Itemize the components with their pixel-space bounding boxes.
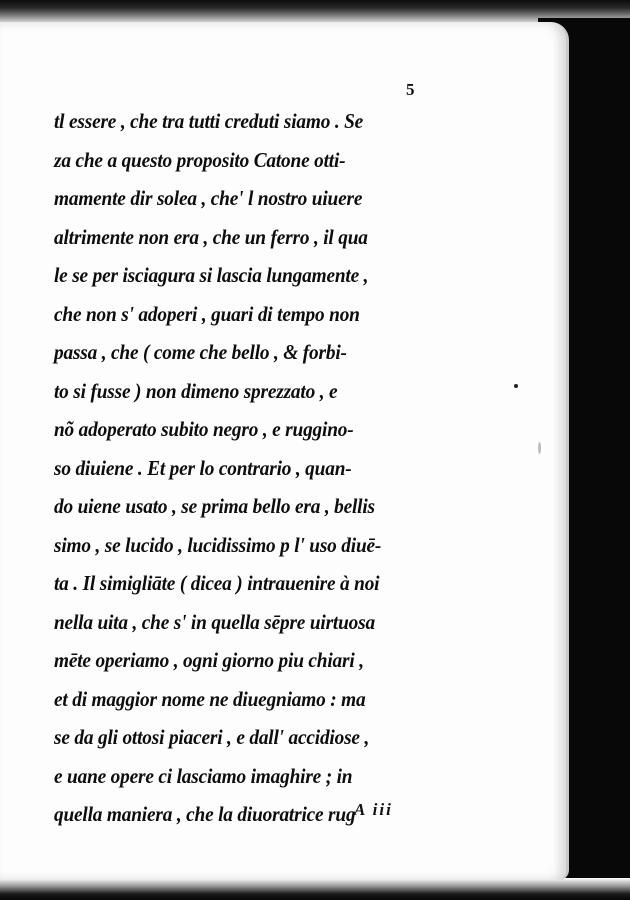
scan-bottom-edge [0, 878, 630, 900]
text-line: za che a questo proposito Catone otti- [54, 147, 346, 172]
text-line: nella uita , che s' in quella sēpre uirtuosa [54, 609, 375, 634]
book-page [0, 22, 569, 880]
text-line: che non s' adoperi , guari di tempo non [54, 301, 360, 326]
text-line: nõ adoperato subito negro , e ruggino- [54, 417, 354, 441]
text-line: le se per isciagura si lascia lungamente , [54, 263, 369, 287]
text-line: mamente dir solea , che' l nostro uiuere [54, 186, 363, 210]
text-line: passa , che ( come che bello , & forbi- [54, 340, 347, 364]
body-text [54, 102, 464, 834]
text-line: et di maggior nome ne diuegniamo : ma [54, 686, 366, 711]
text-line: se da gli ottosi piaceri , e dall' accidiose , [54, 725, 370, 749]
text-line: altrimente non era , che un ferro , il qua [54, 224, 368, 249]
text-line: ta . Il simigliāte ( dicea ) intrauenire à noi [54, 571, 380, 595]
text-line: mēte operiamo , ogni giorno piu chiari , [54, 648, 364, 672]
ink-speck [514, 384, 518, 388]
page-number: 5 [406, 80, 415, 99]
signature-mark: A iii [354, 800, 393, 819]
text-line: so diuiene . Et per lo contrario , quan- [54, 455, 352, 480]
text-line: simo , se lucido , lucidissimo p l' uso diuē- [54, 532, 382, 557]
text-line: to si fusse ) non dimeno sprezzato , e [54, 378, 338, 403]
text-line: do uiene usato , se prima bello era , bellis [54, 494, 375, 518]
text-line: quella maniera , che la diuoratrice rug [54, 802, 356, 826]
ink-speck [538, 442, 541, 454]
text-line: tl essere , che tra tutti creduti siamo . Se [54, 109, 364, 133]
text-line: e uane opere ci lasciamo imaghire ; in [54, 763, 353, 788]
